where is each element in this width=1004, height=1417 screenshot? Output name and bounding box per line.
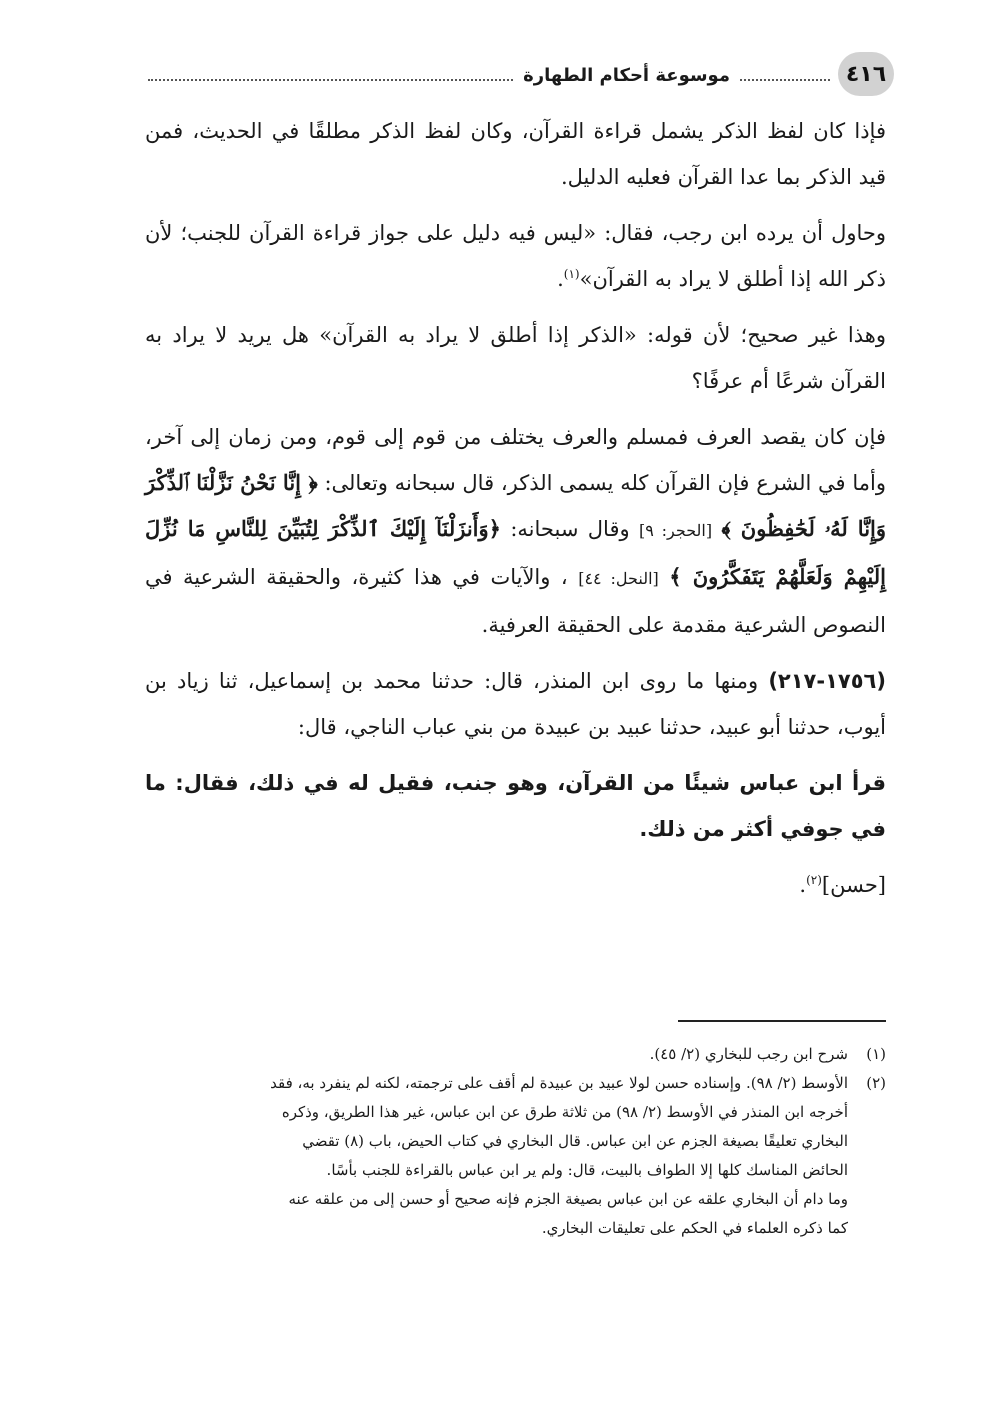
paragraph-4-text-b: وقال سبحانه: (510, 517, 630, 541)
grading-end: . (799, 873, 807, 897)
hadith-number: (١٧٥٦-٢١٧) (768, 669, 886, 693)
dotted-leader-left (148, 79, 513, 81)
footnote-2-line: وما دام أن البخاري علقه عن ابن عباس بصيغة الجزم فإنه صحيح أو حسن إلى من علقه عنه (288, 1190, 848, 1208)
footnote-ref-1[interactable]: (١) (563, 267, 580, 281)
paragraph-2-end: . (557, 267, 564, 291)
page-header (148, 52, 894, 96)
footnote-2-number: (٢) (866, 1074, 886, 1092)
quran-verse-hijr: ﴿ إِنَّا نَحْنُ نَزَّلْنَا ٱلذِّكْرَ وَإِنَّا لَهُۥ لَحَٰفِظُونَ ﴾ (145, 470, 887, 541)
paragraph-3: وهذا غير صحيح؛ لأن قوله: «الذكر إذا أطلق لا يراد به القرآن» هل يريد لا يراد به القرآن شرعًا أم عرفًا؟ (145, 323, 886, 393)
footnotes (145, 1040, 886, 1243)
paragraph-2 (145, 210, 886, 302)
paragraph-4-text-c: ، والآيات في هذا كثيرة، والحقيقة الشرعية في النصوص الشرعية مقدمة على الحقيقة العرفية. (145, 565, 886, 637)
footnote-2 (145, 1069, 886, 1243)
footnote-2-line: أخرجه ابن المنذر في الأوسط (٢/ ٩٨) من ثلاثة طرق عن ابن عباس، غير هذا الطريق، وذكره (281, 1103, 848, 1121)
footnote-2-line: الحائض المناسك كلها إلا الطواف بالبيت، قال: ولم ير ابن عباس بالقراءة للجنب بأسًا. (326, 1161, 848, 1179)
paragraph-2-text: وحاول أن يرده ابن رجب، فقال: «ليس فيه دليل على جواز قراءة القرآن للجنب؛ لأن ذكر الله إذا أطلق لا يراد به القرآن» (145, 221, 886, 291)
hadith-text: قرأ ابن عباس شيئًا من القرآن، وهو جنب، فقيل له في ذلك، فقال: ما في جوفي أكثر من ذلك. (145, 771, 886, 841)
footnote-1-text: شرح ابن رجب للبخاري (٢/ ٤٥). (649, 1045, 848, 1063)
verse-ref-nahl: [النحل: ٤٤] (578, 569, 659, 588)
paragraph-5-text: ومنها ما روى ابن المنذر، قال: حدثنا محمد بن إسماعيل، ثنا زياد بن أيوب، حدثنا أبو عبيد، حدثنا عبيد بن عبيدة من بني عباب الناجي، قال: (145, 669, 886, 739)
main-text (145, 108, 886, 918)
paragraph-4 (145, 414, 886, 648)
footnote-2-line: كما ذكره العلماء في الحكم على تعليقات البخاري. (541, 1219, 848, 1237)
paragraph-1: فإذا كان لفظ الذكر يشمل قراءة القرآن، وكان لفظ الذكر مطلقًا في الحديث، فمن قيد الذكر بما عدا القرآن فعليه الدليل. (145, 119, 886, 189)
page-number-badge: ٤١٦ (838, 52, 894, 96)
footnote-separator (678, 1020, 886, 1022)
running-head (148, 60, 830, 90)
footnote-2-line: الأوسط (٢/ ٩٨). وإسناده حسن لولا عبيد بن عبيدة لم أقف على ترجمته، لكنه لم ينفرد به، فقد (270, 1074, 848, 1092)
grading (145, 862, 886, 908)
dotted-leader-right (740, 79, 830, 81)
grading-text: [حسن] (821, 873, 886, 897)
book-title: موسوعة أحكام الطهارة (523, 64, 730, 86)
footnote-2-body (145, 1069, 848, 1243)
footnote-2-line: البخاري تعليقًا بصيغة الجزم عن ابن عباس. قال البخاري في كتاب الحيض، باب (٨) تقضي (302, 1132, 848, 1150)
paragraph-4-text-a: فإن كان يقصد العرف فمسلم والعرف يختلف من قوم إلى قوم، ومن زمان إلى آخر، وأما في الشرع فإن القرآن كله يسمى الذكر، قال سبحانه وتعالى: (145, 425, 886, 495)
verse-ref-hijr: [الحجر: ٩] (639, 521, 713, 540)
footnote-1-number: (١) (866, 1045, 886, 1063)
quran-verse-nahl: ﴿وَأَنزَلْنَآ إِلَيْكَ ٱلذِّكْرَ لِتُبَيِّنَ لِلنَّاسِ مَا نُزِّلَ إِلَيْهِمْ وَلَعَلَّهُمْ يَتَفَكَّرُونَ ﴾ (145, 516, 887, 589)
footnote-1 (145, 1040, 886, 1069)
paragraph-5 (145, 658, 886, 750)
footnote-ref-2[interactable]: (٢) (806, 873, 822, 887)
